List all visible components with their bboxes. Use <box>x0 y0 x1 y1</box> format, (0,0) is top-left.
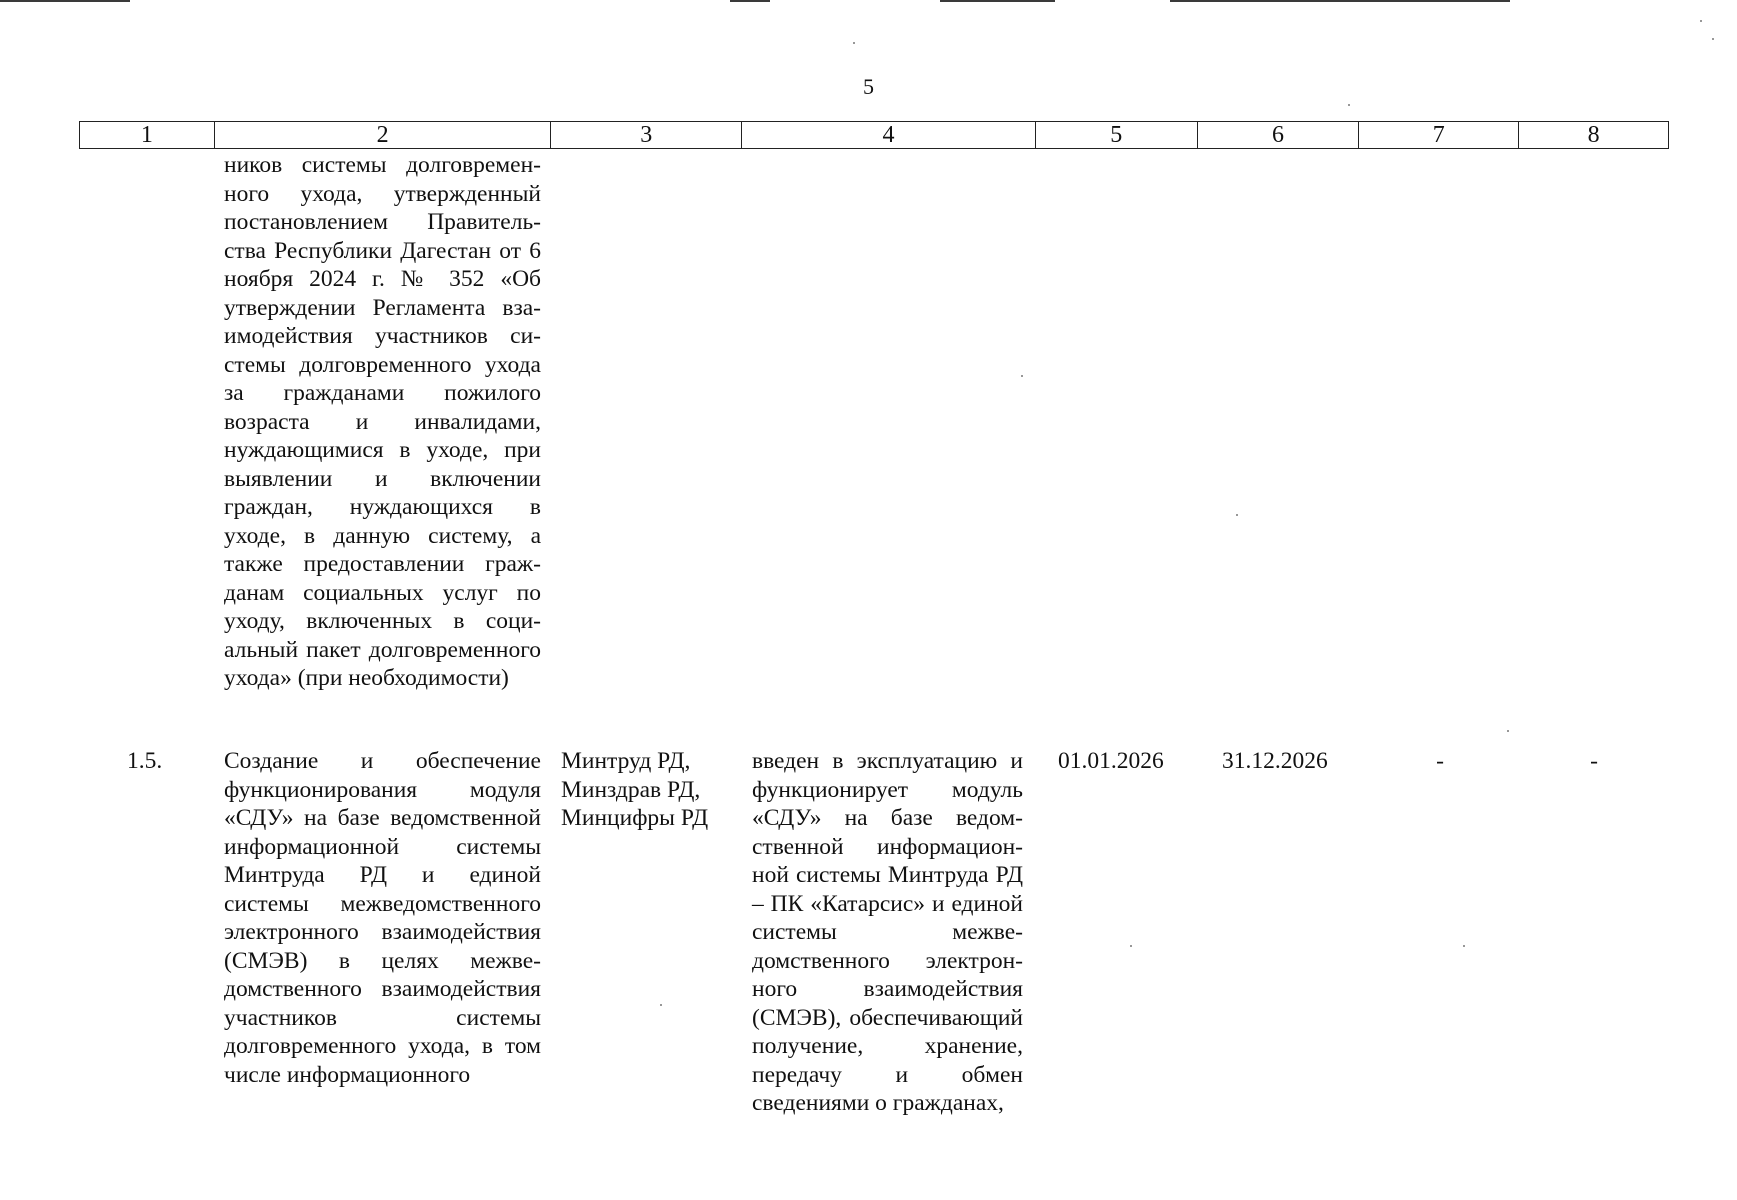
scan-speck <box>660 1004 662 1006</box>
expected-result: введен в эксплуатацию и функционирует модуль «СДУ» на базе ведомственной информационной системы Минтруда РД – ПК «Катарсис» и единой системы межведомственного электронного взаимодействия (СМЭВ), обеспечивающий получение, хранение, передачу и обмен сведениями о гражданах, <box>752 748 1023 1116</box>
scan-edge-line <box>940 0 1055 2</box>
row-number: 1.5. <box>127 748 163 774</box>
start-date: 01.01.2026 <box>1058 748 1164 774</box>
activity-name: Создание и обеспечение функционирования модуля «СДУ» на базе ведомственной информационной системы Минтруда РД и единой системы межведомственного электронного взаимодействия (СМЭВ) в целях межведомственного взаимодействия участников системы долговременного ухода, в том числе информационного <box>224 748 541 1088</box>
table-header-cell: 7 <box>1359 122 1519 148</box>
table-header-cell: 8 <box>1587 122 1600 148</box>
table-header-cell: 3 <box>551 122 742 148</box>
scan-speck <box>1507 730 1509 732</box>
end-date: 31.12.2026 <box>1222 748 1328 774</box>
executor-line: Минцифры РД <box>561 805 709 831</box>
scan-speck <box>1130 945 1132 947</box>
continued-activity-text: ников системы долговременного ухода, утвержденный постановлением Правительства Республики Дагестан от 6 ноября 2024 г. № 352 «Об утверждении Регламента взаимодействия участников системы долговременного ухода за гражданами пожилого возраста и инвалидами, нуждающимися в уходе, при выявлении и включении граждан, нуждающихся в уходе, в данную систему, а также предоставлении гражданам социальных услуг по уходу, включенных в социальный пакет долговременного ухода» (при необходимости) <box>224 152 541 691</box>
executor-line: Минздрав РД, <box>561 776 701 803</box>
table-header-cell: 6 <box>1198 122 1360 148</box>
table-header-row <box>79 121 1669 149</box>
executors-cell <box>561 747 741 833</box>
scan-speck <box>1700 20 1702 22</box>
scan-edge-line <box>0 0 130 2</box>
scan-speck <box>1021 375 1023 377</box>
scan-edge-line <box>730 0 770 2</box>
table-header-cell: 5 <box>1036 122 1198 148</box>
executor-line: Минтруд РД, <box>561 748 691 774</box>
scan-speck <box>1236 514 1238 516</box>
scan-edge-line <box>1170 0 1510 2</box>
table-header-cell: 2 <box>215 122 552 148</box>
column-8-value: - <box>1590 748 1598 774</box>
scan-speck <box>1712 38 1714 40</box>
column-7-value: - <box>1436 748 1444 774</box>
page-number: 5 <box>863 74 874 99</box>
scan-speck <box>1463 945 1465 947</box>
scan-speck <box>853 42 855 44</box>
table-header-cell: 4 <box>742 122 1036 148</box>
table-header-cell: 1 <box>80 122 215 148</box>
scan-speck <box>1348 104 1350 106</box>
